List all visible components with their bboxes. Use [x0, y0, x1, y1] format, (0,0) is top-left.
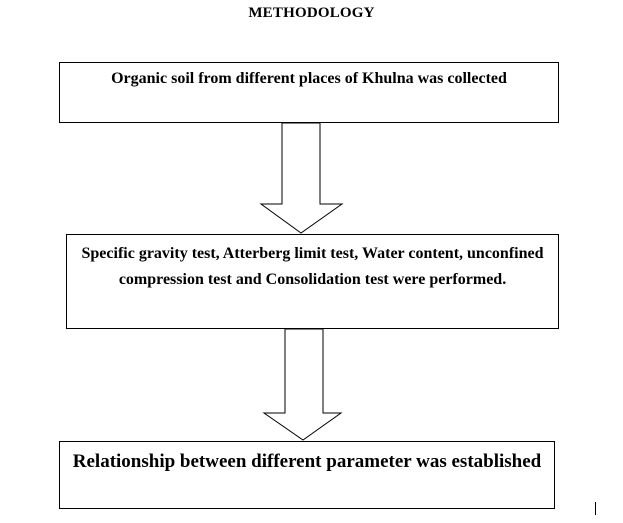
text-cursor-mark: [595, 502, 596, 515]
step-text-testing: Specific gravity test, Atterberg limit test, Water content, unconfined compression test and Consolidation test were performed.: [81, 245, 544, 288]
down-arrow-icon: [260, 123, 344, 234]
step-box-testing: [66, 234, 559, 329]
down-arrow-icon: [260, 329, 344, 441]
step-text-collection: Organic soil from different places of Khulna was collected: [111, 70, 507, 87]
step-box-relationship: [59, 441, 555, 509]
step-box-collection: [59, 62, 559, 123]
diagram-title: METHODOLOGY: [248, 5, 375, 21]
step-text-relationship: Relationship between different parameter was established: [72, 451, 542, 472]
